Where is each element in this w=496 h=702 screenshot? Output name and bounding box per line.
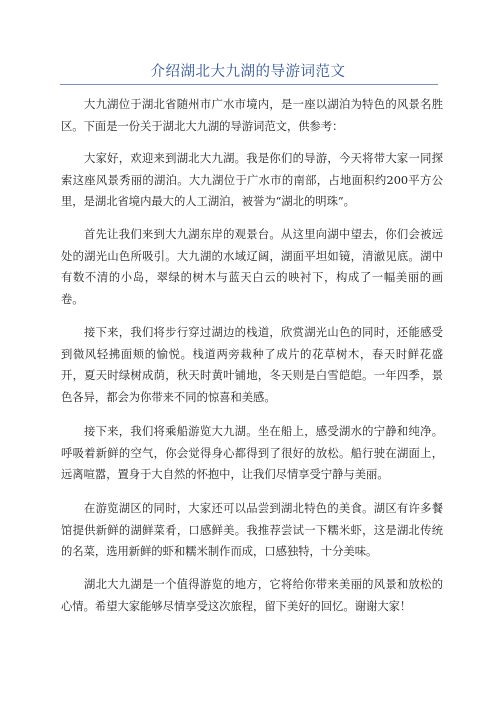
paragraph-welcome: 大家好，欢迎来到湖北大九湖。我是你们的导游，今天将带大家一同探索这座风景秀丽的湖泊。大九湖位于广水市的南部，占地面积约200平方公里，是湖北省境内最大的人工湖泊，被誉为“湖北的明珠”。 [61, 152, 443, 208]
paragraph-intro: 大九湖位于湖北省随州市广水市境内，是一座以湖泊为特色的风景名胜区。下面是一份关于湖北大九湖的导游词范文，供参考： [61, 98, 443, 133]
paragraph-closing: 湖北大九湖是一个值得游览的地方，它将给你带来美丽的风景和放松的心情。希望大家能够尽情享受这次旅程，留下美好的回忆。谢谢大家！ [61, 578, 443, 613]
paragraph-viewing-platform: 首先让我们来到大九湖东岸的观景台。从这里向湖中望去，你们会被远处的湖光山色所吸引。大九湖的水域辽阔，湖面平坦如镜，清澈见底。湖中有数不清的小岛，翠绿的树木与蓝天白云的映衬下，构成了一幅美丽的画卷。 [61, 228, 443, 306]
paragraph-food: 在游览湖区的同时，大家还可以品尝到湖北特色的美食。湖区有许多餐馆提供新鲜的湖鲜菜肴，口感鲜美。我推荐尝试一下糯米虾，这是湖北传统的名菜，选用新鲜的虾和糯米制作而成，口感独特，十分美味。 [61, 502, 443, 558]
title-underline [60, 84, 438, 85]
document-title: 介绍湖北大九湖的导游词范文 [150, 64, 346, 80]
paragraph-boat-tour: 接下来，我们将乘船游览大九湖。坐在船上，感受湖水的宁静和纯净。呼吸着新鲜的空气，你会觉得身心都得到了很好的放松。船行驶在湖面上，远离喧嚣，置身于大自然的怀抱中，让我们尽情享受宁静与美丽。 [61, 425, 443, 481]
paragraph-boardwalk: 接下来，我们将步行穿过湖边的栈道，欣赏湖光山色的同时，还能感受到微风轻拂面颊的愉悦。栈道两旁栽种了成片的花草树木，春天时鲜花盛开，夏天时绿树成荫，秋天时黄叶铺地，冬天则是白雪皑皑。一年四季，景色各异，都会为你带来不同的惊喜和美感。 [61, 326, 443, 404]
